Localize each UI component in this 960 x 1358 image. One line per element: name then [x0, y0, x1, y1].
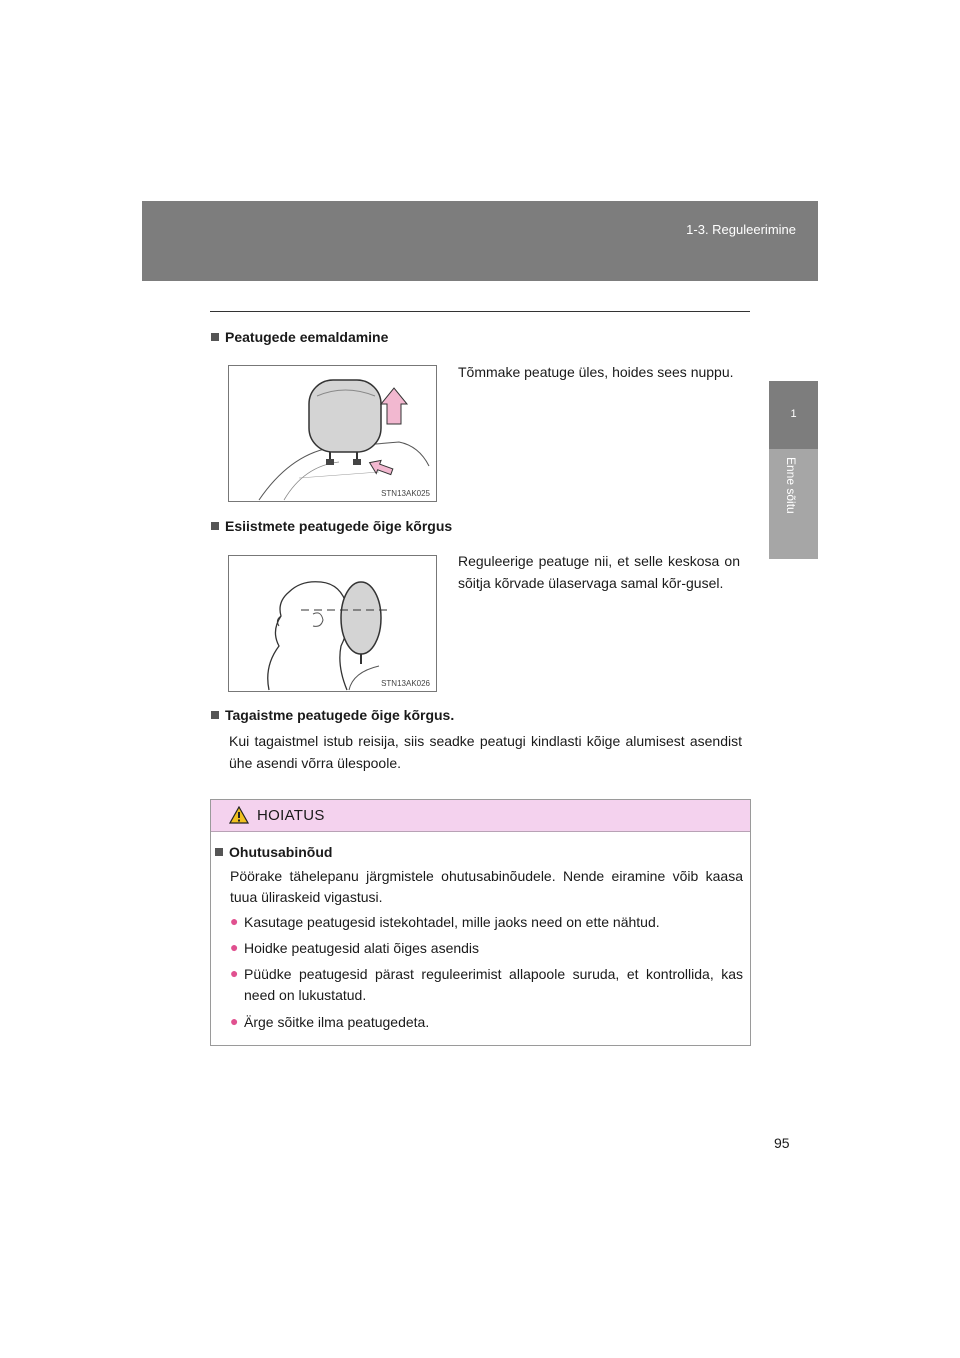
top-divider: [210, 311, 750, 312]
page-number: 95: [774, 1135, 790, 1151]
figure-code: STN13AK026: [381, 679, 430, 688]
chapter-label-tab: [769, 449, 818, 559]
chapter-label: Enne sõitu: [784, 457, 798, 514]
heading-square-icon: [215, 848, 223, 856]
bullet-icon: ●: [230, 965, 239, 981]
warning-intro: Pöörake tähelepanu järgmistele ohutusabinõudele. Nende eiramine võib kaasa tuua üliraskeid vigastusi.: [230, 868, 743, 905]
warning-title: HOIATUS: [257, 807, 325, 824]
section-text-front-height: Reguleerige peatuge nii, et selle keskosa on sõitja kõrvade ülaservaga samal kõr-gusel.: [458, 553, 740, 591]
section-heading-rear-height: Tagaistme peatugede õige kõrgus.: [211, 707, 454, 723]
warning-item-1: Kasutage peatugesid istekohtadel, mille jaoks need on ette nähtud.: [244, 914, 660, 930]
section-title: 1-3. Reguleerimine: [686, 222, 796, 237]
warning-triangle-icon: [229, 806, 249, 824]
warning-item-2: Hoidke peatugesid alati õiges asendis: [244, 940, 480, 956]
section-heading-removal: Peatugede eemaldamine: [211, 329, 388, 345]
chapter-number: 1: [790, 408, 797, 420]
bullet-icon: ●: [230, 1013, 239, 1029]
bullet-icon: ●: [230, 939, 239, 955]
section-text-rear-height: Kui tagaistmel istub reisija, siis seadke peatugi kindlasti kõige alumisest asendist ühe asendi võrra ülespoole.: [229, 733, 742, 771]
figure-headrest-height: [228, 555, 437, 692]
figure-headrest-removal: [228, 365, 437, 502]
bullet-icon: ●: [230, 913, 239, 929]
headrest-height-illustration: [229, 556, 436, 691]
warning-subheading: Ohutusabinõud: [215, 844, 332, 860]
section-text-removal: Tõmmake peatuge üles, hoides sees nuppu.: [458, 364, 734, 380]
warning-header: [211, 800, 750, 832]
warning-box: [210, 799, 751, 1046]
heading-square-icon: [211, 711, 219, 719]
chapter-tab: [769, 381, 818, 449]
warning-item-4: Ärge sõitke ilma peatugedeta.: [244, 1014, 430, 1030]
section-heading-front-height: Esiistmete peatugede õige kõrgus: [211, 518, 452, 534]
headrest-removal-illustration: [229, 366, 436, 501]
section-header: [142, 201, 818, 281]
heading-square-icon: [211, 333, 219, 341]
heading-square-icon: [211, 522, 219, 530]
figure-code: STN13AK025: [381, 489, 430, 498]
warning-item-3: Püüdke peatugesid pärast reguleerimist allapoole suruda, et kontrollida, kas need on lukustatud.: [244, 966, 743, 1003]
